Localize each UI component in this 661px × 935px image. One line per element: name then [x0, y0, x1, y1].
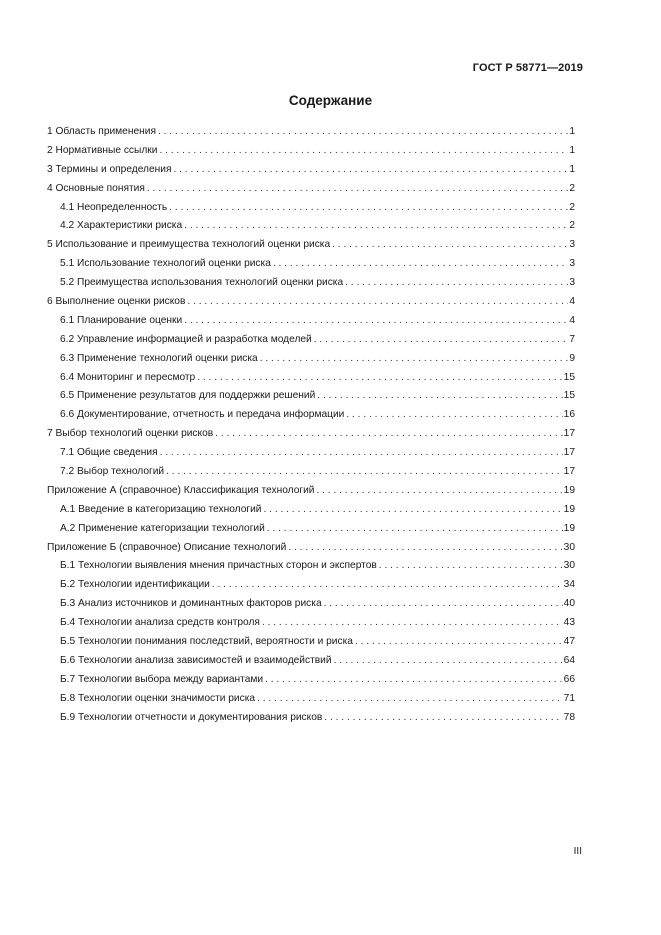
toc-dot-leader	[324, 712, 562, 724]
toc-entry	[47, 332, 575, 351]
toc-dot-leader	[324, 598, 563, 610]
toc-entry-label: 5 Использование и преимущества технологий оценки риска	[47, 239, 331, 251]
toc-entry-page: 1	[569, 163, 575, 175]
toc-dot-leader	[273, 258, 568, 270]
toc-entry-page: 64	[563, 654, 575, 666]
toc-entry	[47, 294, 575, 313]
toc-entry-page: 4	[569, 296, 575, 308]
toc-entry-label: 6.3 Применение технологий оценки риска	[60, 352, 258, 364]
toc-entry-label: 5.1 Использование технологий оценки риска	[60, 258, 271, 270]
toc-entry	[47, 615, 575, 634]
toc-entry-page: 2	[569, 220, 575, 232]
toc-entry-page: 43	[563, 617, 575, 629]
toc-dot-leader	[355, 636, 563, 648]
toc-entry	[47, 445, 575, 464]
toc-title: Содержание	[288, 93, 373, 108]
toc-entry-label: Б.1 Технологии выявления мнения причастных сторон и экспертов	[60, 560, 377, 572]
toc-entry-page: 19	[563, 484, 575, 496]
toc-entry	[47, 558, 575, 577]
toc-entry	[47, 540, 575, 559]
document-standard-number: ГОСТ Р 58771—2019	[472, 62, 583, 74]
toc-entry	[47, 143, 575, 162]
toc-entry	[47, 577, 575, 596]
toc-entry-label: 4.1 Неопределенность	[60, 201, 168, 213]
toc-entry-page: 3	[569, 258, 575, 270]
toc-dot-leader	[316, 485, 562, 497]
toc-entry-page: 15	[563, 371, 575, 383]
page-number: III	[573, 846, 582, 857]
toc-entry	[47, 200, 575, 219]
toc-dot-leader	[173, 164, 568, 176]
toc-dot-leader	[346, 409, 562, 421]
toc-entry-page: 66	[563, 673, 575, 685]
toc-entry	[47, 691, 575, 710]
toc-entry-label: 6 Выполнение оценки рисков	[47, 296, 186, 308]
toc-entry	[47, 710, 575, 729]
toc-entry	[47, 313, 575, 332]
toc-entry-page: 7	[569, 333, 575, 345]
toc-dot-leader	[288, 542, 562, 554]
toc-entry	[47, 388, 575, 407]
toc-entry-label: 6.6 Документирование, отчетность и передача информации	[60, 409, 345, 421]
toc-entry-label: 6.2 Управление информацией и разработка моделей	[60, 333, 312, 345]
toc-dot-leader	[212, 579, 563, 591]
toc-dot-leader	[260, 353, 569, 365]
toc-dot-leader	[169, 202, 568, 214]
toc-entry-label: Б.5 Технологии понимания последствий, вероятности и риска	[60, 636, 353, 648]
toc-dot-leader	[264, 504, 563, 516]
toc-dot-leader	[379, 560, 563, 572]
toc-entry-label: Приложение А (справочное) Классификация технологий	[47, 484, 315, 496]
toc-entry	[47, 407, 575, 426]
toc-entry	[47, 124, 575, 143]
toc-dot-leader	[215, 428, 562, 440]
toc-entry-label: 3 Термины и определения	[47, 163, 172, 175]
toc-entry-page: 17	[563, 466, 575, 478]
toc-entry-label: 6.5 Применение результатов для поддержки решений	[60, 390, 316, 402]
toc-dot-leader	[184, 220, 568, 232]
toc-entry-page: 2	[569, 182, 575, 194]
toc-entry-page: 16	[563, 409, 575, 421]
toc-entry	[47, 596, 575, 615]
toc-entry-label: Б.6 Технологии анализа зависимостей и взаимодействий	[60, 654, 332, 666]
toc-entry-label: 5.2 Преимущества использования технологий оценки риска	[60, 277, 344, 289]
toc-entry-label: Б.2 Технологии идентификации	[60, 579, 210, 591]
toc-entry	[47, 672, 575, 691]
toc-entry	[47, 426, 575, 445]
toc-entry	[47, 237, 575, 256]
toc-entry-label: 4.2 Характеристики риска	[60, 220, 183, 232]
toc-entry	[47, 653, 575, 672]
toc-dot-leader	[159, 145, 568, 157]
toc-entry-page: 4	[569, 314, 575, 326]
toc-entry-label: Б.8 Технологии оценки значимости риска	[60, 692, 256, 704]
toc-entry	[47, 351, 575, 370]
toc-entry	[47, 521, 575, 540]
toc-dot-leader	[262, 617, 563, 629]
toc-entry	[47, 483, 575, 502]
toc-entry-page: 34	[563, 579, 575, 591]
toc-dot-leader	[166, 466, 563, 478]
table-of-contents	[47, 124, 575, 729]
toc-entry	[47, 634, 575, 653]
toc-entry-page: 40	[563, 598, 575, 610]
toc-entry-page: 2	[569, 201, 575, 213]
toc-entry	[47, 256, 575, 275]
toc-entry-page: 15	[563, 390, 575, 402]
toc-entry-page: 19	[563, 522, 575, 534]
toc-entry-page: 78	[563, 711, 575, 723]
toc-entry	[47, 502, 575, 521]
toc-entry-page: 19	[563, 503, 575, 515]
toc-entry-label: А.1 Введение в категоризацию технологий	[60, 503, 262, 515]
toc-entry-label: 7.2 Выбор технологий	[60, 466, 165, 478]
toc-entry	[47, 181, 575, 200]
toc-entry-page: 17	[563, 428, 575, 440]
toc-entry-label: 7 Выбор технологий оценки рисков	[47, 428, 214, 440]
toc-entry-page: 1	[569, 144, 575, 156]
toc-entry-label: Приложение Б (справочное) Описание технологий	[47, 541, 287, 553]
toc-dot-leader	[257, 693, 563, 705]
toc-entry-label: 6.1 Планирование оценки	[60, 314, 183, 326]
toc-entry-page: 71	[563, 692, 575, 704]
toc-entry	[47, 218, 575, 237]
toc-entry-page: 30	[563, 541, 575, 553]
toc-dot-leader	[158, 126, 568, 138]
toc-entry-label: 1 Область применения	[47, 126, 156, 137]
toc-entry	[47, 162, 575, 181]
toc-dot-leader	[160, 447, 563, 459]
toc-entry-page: 47	[563, 636, 575, 648]
toc-dot-leader	[187, 296, 568, 308]
toc-entry	[47, 464, 575, 483]
toc-entry-page: 3	[569, 277, 575, 289]
toc-dot-leader	[184, 315, 568, 327]
toc-dot-leader	[345, 277, 568, 289]
toc-entry-label: Б.4 Технологии анализа средств контроля	[60, 617, 260, 629]
toc-entry-label: Б.9 Технологии отчетности и документирования рисков	[60, 711, 323, 723]
toc-entry-label: 7.1 Общие сведения	[60, 447, 158, 459]
toc-dot-leader	[334, 655, 563, 667]
toc-entry-label: 2 Нормативные ссылки	[47, 144, 158, 156]
toc-entry-page: 9	[569, 352, 575, 364]
toc-dot-leader	[265, 674, 563, 686]
toc-dot-leader	[147, 183, 568, 195]
toc-entry-page: 1	[569, 126, 575, 137]
toc-entry-page: 17	[563, 447, 575, 459]
toc-dot-leader	[314, 334, 569, 346]
toc-entry-label: 6.4 Мониторинг и пересмотр	[60, 371, 196, 383]
toc-dot-leader	[267, 523, 563, 535]
toc-entry-label: Б.3 Анализ источников и доминантных факторов риска	[60, 598, 322, 610]
toc-dot-leader	[317, 390, 562, 402]
toc-entry-label: Б.7 Технологии выбора между вариантами	[60, 673, 264, 685]
toc-entry	[47, 275, 575, 294]
toc-dot-leader	[197, 372, 562, 384]
toc-entry-page: 30	[563, 560, 575, 572]
toc-entry	[47, 370, 575, 389]
toc-entry-label: А.2 Применение категоризации технологий	[60, 522, 265, 534]
toc-entry-page: 3	[569, 239, 575, 251]
toc-dot-leader	[332, 239, 568, 251]
toc-entry-label: 4 Основные понятия	[47, 182, 145, 194]
